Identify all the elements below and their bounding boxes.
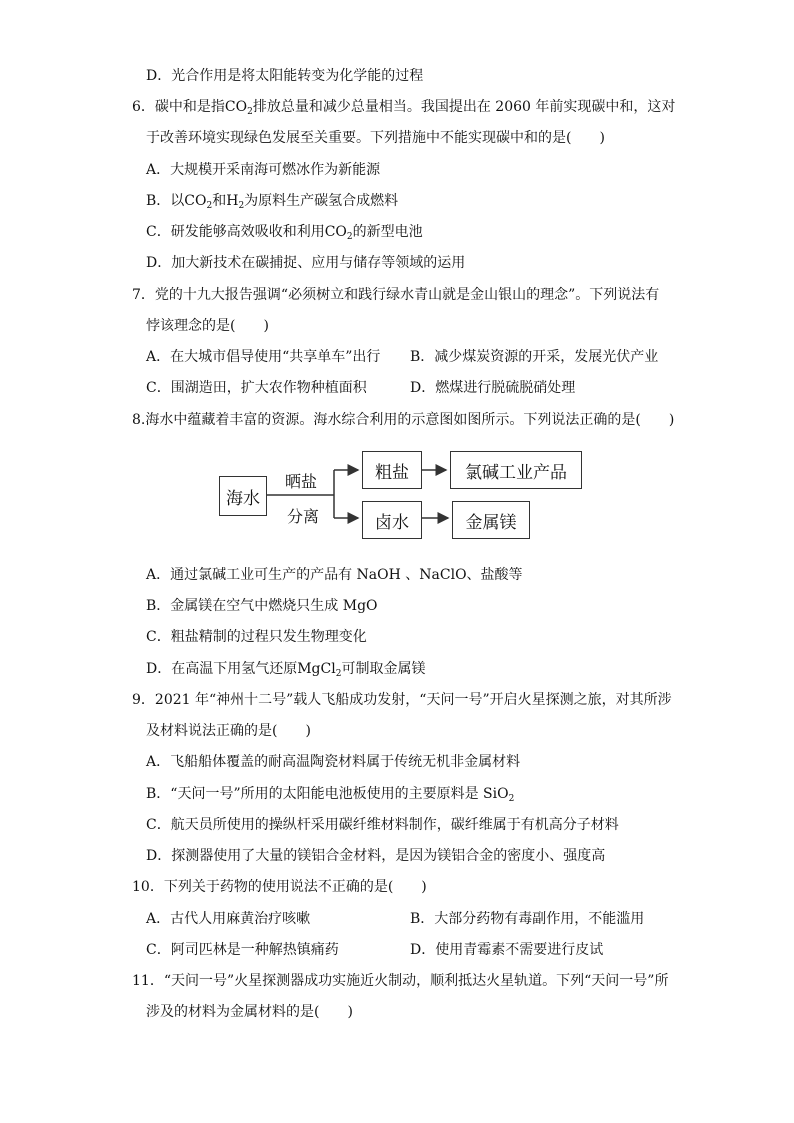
q11-stem: 11．“天问一号”火星探测器成功实施近火制动，顺利抵达火星轨道。下列“天问一号”所 <box>132 973 669 989</box>
q9-stem: 9．2021 年“神州十二号”载人飞船成功发射，“天问一号”开启火星探测之旅，对其所涉 <box>132 692 672 708</box>
q9-option-b: B．“天问一号”所用的太阳能电池板使用的主要原料是 SiO$_2$ <box>146 786 515 804</box>
q7-stem: 7．党的十九大报告强调“必须树立和践行绿水青山就是金山银山的理念”。下列说法有 <box>132 287 660 303</box>
q7-option-c: C．围湖造田，扩大农作物种植面积 <box>146 380 367 396</box>
chlor-alkali-box: 氯碱工业产品 <box>450 451 582 489</box>
q7-stem-line2: 悖该理念的是( ) <box>146 318 269 334</box>
q6-stem-line2: 于改善环境实现绿色发展至关重要。下列措施中不能实现碳中和的是( ) <box>146 130 605 146</box>
brine-box: 卤水 <box>362 501 422 539</box>
crude-salt-box: 粗盐 <box>362 451 422 489</box>
q10-stem: 10．下列关于药物的使用说法不正确的是( ) <box>132 879 427 895</box>
q11-stem-line2: 涉及的材料为金属材料的是( ) <box>146 1004 353 1020</box>
magnesium-box: 金属镁 <box>452 501 530 539</box>
q10-option-b: B．大部分药物有毒副作用，不能滥用 <box>410 911 645 927</box>
q9-option-a: A．飞船船体覆盖的耐高温陶瓷材料属于传统无机非金属材料 <box>146 754 521 770</box>
q10-option-a: A．古代人用麻黄治疗咳嗽 <box>146 911 311 927</box>
q9-option-c: C．航天员所使用的操纵杆采用碳纤维材料制作，碳纤维属于有机高分子材料 <box>146 817 619 833</box>
q9-stem-line2: 及材料说法正确的是( ) <box>146 723 311 739</box>
q8-stem: 8.海水中蕴藏着丰富的资源。海水综合利用的示意图如图所示。下列说法正确的是( ) <box>132 412 675 428</box>
seawater-flow-diagram <box>214 448 594 548</box>
q8-option-c: C．粗盐精制的过程只发生物理变化 <box>146 629 367 645</box>
q6-option-b: B．以$CO_2$和$H_2$为原料生产碳氢合成燃料 <box>146 193 399 211</box>
q10-option-c: C．阿司匹林是一种解热镇痛药 <box>146 942 339 958</box>
q6-option-a: A．大规模开采南海可燃冰作为新能源 <box>146 162 381 178</box>
q6-option-d: D．加大新技术在碳捕捉、应用与储存等领域的运用 <box>146 255 466 271</box>
q8-option-a: A．通过氯碱工业可生产的产品有 NaOH 、NaClO、盐酸等 <box>146 567 523 583</box>
q9-option-d: D．探测器使用了大量的镁铝合金材料，是因为镁铝合金的密度小、强度高 <box>146 848 606 864</box>
q10-option-d: D．使用青霉素不需要进行皮试 <box>410 942 604 958</box>
q5-option-d: D．光合作用是将太阳能转变为化学能的过程 <box>146 68 424 84</box>
label-separate: 分离 <box>287 507 320 526</box>
q8-option-d: D．在高温下用氢气还原MgCl$_2$可制取金属镁 <box>146 661 426 679</box>
q7-option-b: B．减少煤炭资源的开采，发展光伏产业 <box>410 349 659 365</box>
q6-option-c: C．研发能够高效吸收和利用$CO_2$的新型电池 <box>146 224 423 242</box>
q8-option-b: B．金属镁在空气中燃烧只生成 MgO <box>146 598 378 614</box>
q7-option-a: A．在大城市倡导使用“共享单车”出行 <box>146 349 381 365</box>
q7-option-d: D．燃煤进行脱硫脱硝处理 <box>410 380 576 396</box>
label-evaporate-salt: 晒盐 <box>285 472 318 491</box>
q6-stem: 6．碳中和是指$CO_2$排放总量和减少总量相当。我国提出在 2060 年前实现碳中和，这对 <box>132 99 676 117</box>
seawater-box: 海水 <box>219 476 267 516</box>
